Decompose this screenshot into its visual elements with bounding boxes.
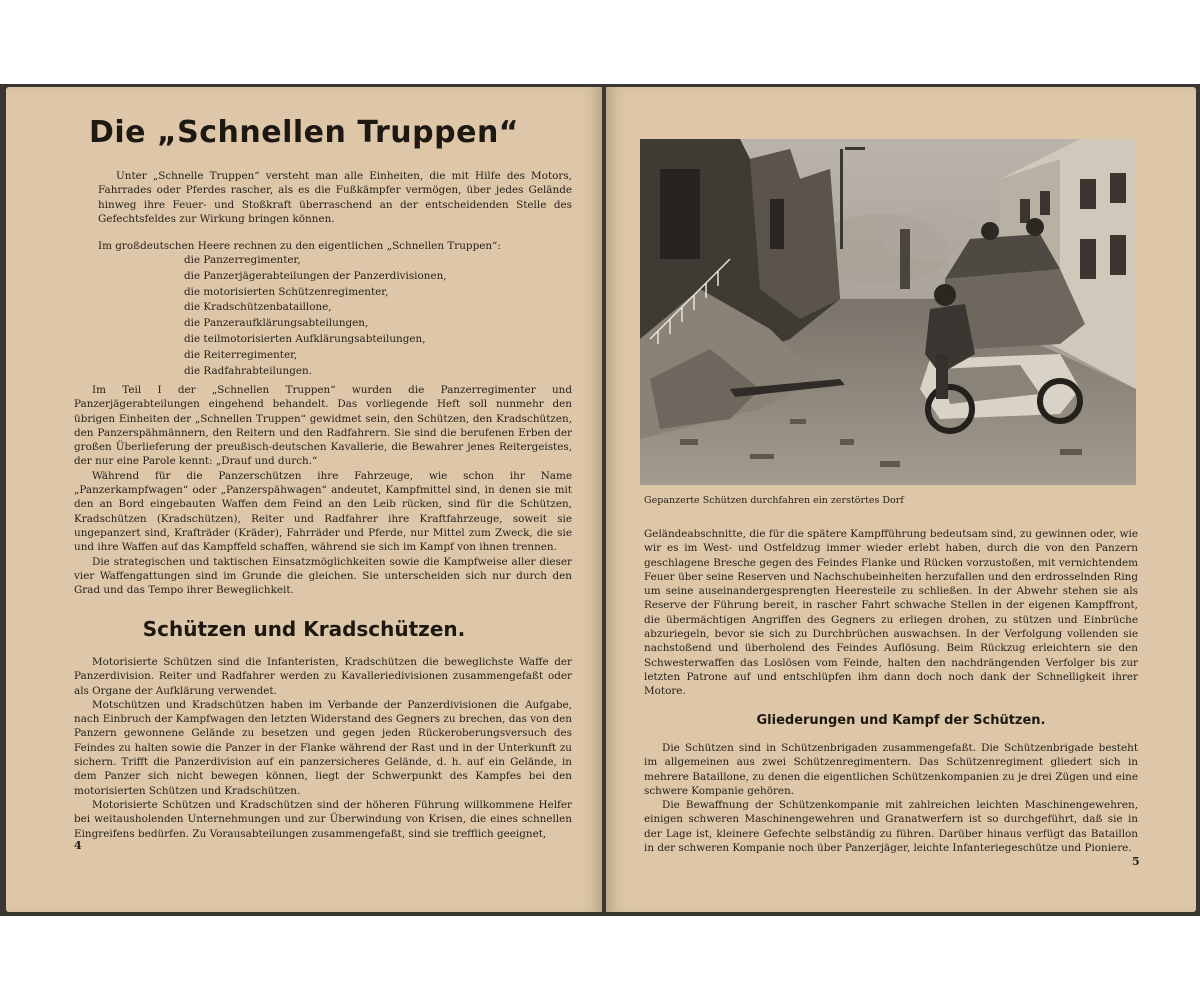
list-item: die Kradschützenbataillone, (184, 301, 332, 314)
paragraph-5: Motschützen und Kradschützen haben im Verbande der Panzerdivisionen die Aufgabe, nach Einbruch der Kampfwagen den letzten Widerstand des Gegners zu brechen, das von den Panzern gewonnene Gelände zu besetzen und gegen jeden Rückeroberungsversuch des Feindes zu halten sowie die Panzer in der Flanke während der Rast und in der Unterkunft zu sichern. Trifft die Panzerdivision auf ein panzersicheres Gelände, d. h. auf ein Gelände, in dem Panzer sich nicht bewegen können, liegt der Schwerpunkt des Kampfes bei den motorisierten Schützen und Kradschützen. (74, 698, 572, 797)
photo-illustration (640, 139, 1136, 485)
list-item: die Panzerregimenter, (184, 254, 301, 266)
list-item: die Panzeraufklärungsabteilungen, (184, 317, 369, 330)
page-number-right: 5 (1132, 855, 1140, 868)
list-item: die Reiterregimenter, (184, 348, 298, 361)
paragraph-1: Im Teil I der „Schnellen Truppen“ wurden die Panzerregimenter und Panzerjägerabteilungen eingehend behandelt. Das vorliegende Heft soll nunmehr den übrigen Einheiten der „Schnellen Truppen“ gewidmet sein, den Schützen, den Kradschützen, den Panzerspähmännern, den Reitern und den Radfahrern. Sie sind die berufenen Erben der großen Überlieferung der preußisch-deutschen Kavallerie, die Bewahrer jenes Reitergeistes, der nur eine Parole kennt: „Drauf und durch.“ (74, 384, 572, 468)
list-item: die Panzerjägerabteilungen der Panzerdivisionen, (184, 269, 447, 282)
paragraph-6: Motorisierte Schützen und Kradschützen sind der höheren Führung willkommene Helfer bei weitausholenden Unternehmungen und zur Überwindung von Krisen, die eines schnellen Eingreifens bedürfen. Zu Vorausabteilungen zusammengefaßt, sind sie trefflich geeignet, (74, 798, 572, 840)
list-intro-text: Im großdeutschen Heere rechnen zu den eigentlichen „Schnellen Truppen“: (98, 240, 501, 252)
paragraph-3: Die strategischen und taktischen Einsatzmöglichkeiten sowie die Kampfweise aller dieser vier Waffengattungen sind im Grunde die gleichen. Sie unterscheiden sich nur durch den Grad und das Tempo ihrer Beweglichkeit. (74, 555, 572, 597)
paragraph-right-1: Geländeabschnitte, die für die spätere Kampfführung bedeutsam sind, zu gewinnen oder, wie wir es im West- und Ostfeldzug immer wieder erlebt haben, durch die von den Panzern geschlagene Bresche gegen des Feindes Flanke und Rücken vorzustoßen, mit vernichtendem Feuer über seine Reserven und Nachschubeinheiten herzufallen und den erdrosselnden Ring um seine auseinandergesprengten Heeresteile zu schließen. In der Abwehr stehen sie als Reserve der Führung bereit, in rascher Fahrt schwache Stellen in der eigenen Kampffront, die übermächtigen Angriffen des Gegners zu erliegen drohen, zu stützen und Einbrüche abzuriegeln, bevor sie sich zu Durchbrüchen auswachsen. In der Verfolgung vollenden sie nachstoßend und überholend des Feindes Auflösung. Beim Rückzug erleichtern sie den Schwesterwaffen das Loslösen vom Feinde, halten den nachdrängenden Verfolger bis zur letzten Patrone auf und entschlüpfen ihm dann doch noch dank der Schnelligkeit ihrer Motore. (644, 528, 1138, 698)
page-number-left: 4 (74, 839, 82, 852)
intro-text: Unter „Schnelle Truppen“ versteht man alle Einheiten, die mit Hilfe des Motors, Fahrrades oder Pferdes rascher, als es die Fußkämpfer vermögen, über jedes Gelände hinweg ihre Feuer- und Stoßkraft überraschend an der entscheidenden Stelle des Gefechtsfeldes zur Wirkung bringen können. (98, 170, 572, 225)
paragraph-right-3: Die Bewaffnung der Schützenkompanie mit zahlreichen leichten Maschinengewehren, einigen schweren Maschinengewehren und Granatwerfern ist so durchgeführt, daß sie in der Lage ist, kleinere Gefechte selbständig zu führen. Darüber hinaus verfügt das Bataillon in der schweren Kompanie noch über Panzerjäger, leichte Infanteriegeschütze und Pioniere. (644, 799, 1138, 855)
list-intro (98, 239, 572, 253)
section-heading: Schützen und Kradschützen. (142, 617, 466, 641)
paragraph-right-2: Die Schützen sind in Schützenbrigaden zusammengefaßt. Die Schützenbrigade besteht im allgemeinen aus zwei Schützenregimentern. Das Schützenregiment gliedert sich in mehrere Bataillone, zu denen die eigentlichen Schützenkompanien zu je drei Zügen und eine schwere Kompanie gehören. (644, 742, 1138, 797)
page-title: Die „Schnellen Truppen“ (88, 115, 520, 150)
body-block-4 (644, 741, 1138, 855)
body-block-1 (74, 383, 572, 597)
intro-paragraph (98, 169, 572, 226)
war-photo (640, 139, 1136, 485)
right-page (606, 87, 1196, 912)
body-block-3 (644, 527, 1138, 699)
book-spread (0, 84, 1200, 916)
photo-caption: Gepanzerte Schützen durchfahren ein zerstörtes Dorf (644, 495, 904, 506)
troop-list (184, 253, 564, 379)
body-block-2 (74, 655, 572, 841)
paragraph-2: Während für die Panzerschützen ihre Fahrzeuge, wie schon ihr Name „Panzerkampfwagen“ oder „Panzerspähwagen“ andeutet, Kampfmittel sind, in denen sie mit den an Bord eingebauten Waffen dem Feind an den Leib rücken, sind für die Schützen, Kradschützen (Kradschützen), Reiter und Radfahrer ihre Kraftfahrzeuge, soweit sie ungepanzert sind, Krafträder (Kräder), Fahrräder und Pferde, nur Mittel zum Zweck, die sie und ihre Waffen auf das Kampffeld schaffen, während sie sich im Kampf von ihnen trennen. (74, 469, 572, 554)
list-item: die teilmotorisierten Aufklärungsabteilungen, (184, 332, 426, 345)
left-page (6, 87, 602, 912)
section-heading-right: Gliederungen und Kampf der Schützen. (756, 713, 1046, 728)
list-item: die Radfahrabteilungen. (184, 364, 313, 377)
paragraph-4: Motorisierte Schützen sind die Infanteristen, Kradschützen die beweglichste Waffe der Panzerdivision. Reiter und Radfahrer werden zu Kavalleriedivisionen zusammengefaßt oder als Organe der Aufklärung verwendet. (74, 656, 572, 697)
list-item: die motorisierten Schützenregimenter, (184, 285, 389, 298)
